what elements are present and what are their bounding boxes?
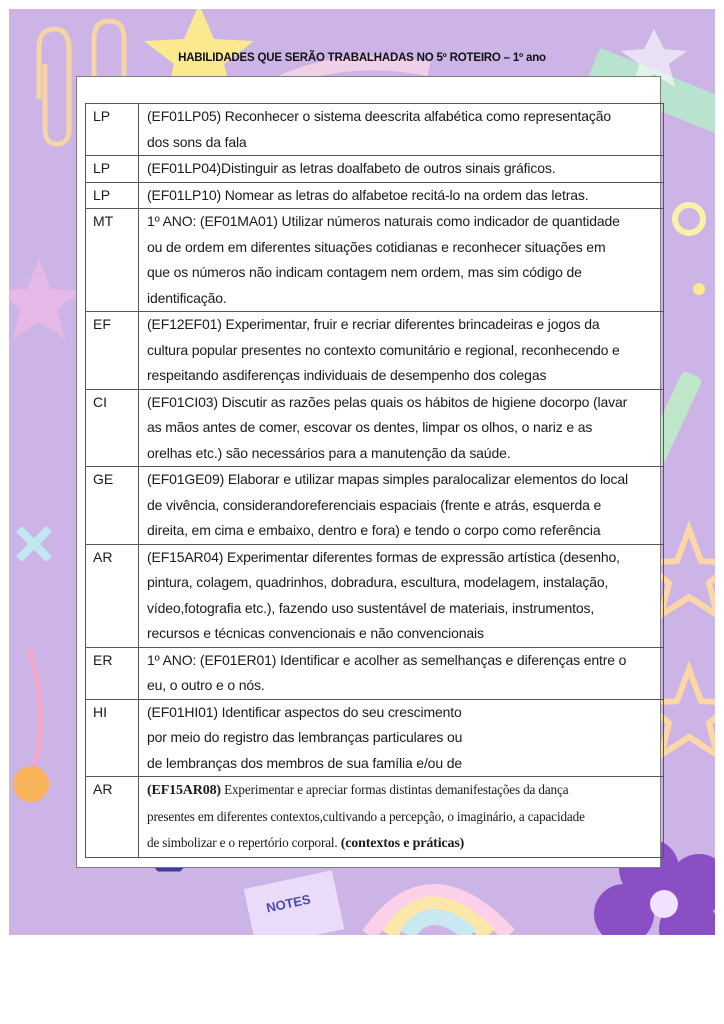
table-row	[86, 699, 664, 777]
skill-text: Experimentar e apreciar formas distintas demanifestações da dança presentes em diferentes contextos,cultivando a percepção, o imaginário, a capacidade de simbolizar e o repertório corporal.	[147, 782, 585, 850]
subject-code: AR	[86, 777, 139, 858]
subject-code: MT	[86, 209, 139, 312]
skill-description: 1º ANO: (EF01ER01) Identificar e acolher as semelhanças e diferenças entre o eu, o outro e o nós.	[139, 647, 664, 699]
subject-code: GE	[86, 467, 139, 545]
notes-label: NOTES	[264, 891, 312, 916]
table-row	[86, 544, 664, 647]
skills-table	[85, 103, 664, 858]
skill-description: (EF01GE09) Elaborar e utilizar mapas simples paralocalizar elementos do local de vivência, considerandoreferenciais espaciais (frente e atrás, esquerda e direita, em cima e embaixo, dentro e fora) e tendo o corpo como referência	[139, 467, 664, 545]
subject-code: HI	[86, 699, 139, 777]
star-icon	[9, 259, 81, 339]
skill-description: (EF01LP04)Distinguir as letras doalfabeto de outros sinais gráficos.	[139, 156, 664, 183]
subject-code: LP	[86, 104, 139, 156]
skill-code-bold: (EF15AR08)	[147, 783, 221, 798]
skill-description: (EF12EF01) Experimentar, fruir e recriar diferentes brincadeiras e jogos da cultura popular presentes no contexto comunitário e regional, reconhecendo e respeitando asdiferenças individuais de desempenho dos colegas	[139, 312, 664, 390]
subject-code: ER	[86, 647, 139, 699]
skill-description: (EF01CI03) Discutir as razões pelas quais os hábitos de higiene docorpo (lavar as mãos antes de comer, escovar os dentes, limpar os olhos, o nariz e as orelhas etc.) são necessários para a manutenção da saúde.	[139, 389, 664, 467]
skill-description: 1º ANO: (EF01MA01) Utilizar números naturais como indicador de quantidade ou de ordem em diferentes situações cotidianas e reconhecer situações em que os números não indicam contagem nem ordem, mas sim código de identificação.	[139, 209, 664, 312]
subject-code: LP	[86, 156, 139, 183]
subject-code: LP	[86, 182, 139, 209]
table-row	[86, 389, 664, 467]
paperclip-icon	[39, 29, 69, 144]
subject-code: CI	[86, 389, 139, 467]
skill-description: (EF01LP05) Reconhecer o sistema deescrita alfabética como representação dos sons da fala	[139, 104, 664, 156]
skill-description: (EF01HI01) Identificar aspectos do seu crescimento por meio do registro das lembranças particulares ou de lembranças dos membros de sua família e/ou de	[139, 699, 664, 777]
skill-description	[139, 777, 664, 858]
skill-suffix-bold: (contextos e práticas)	[340, 836, 465, 851]
table-row	[86, 209, 664, 312]
page-title: HABILIDADES QUE SERÃO TRABALHADAS NO 5º ROTEIRO – 1º ano	[178, 52, 546, 64]
subject-code: EF	[86, 312, 139, 390]
table-row	[86, 182, 664, 209]
table-row	[86, 467, 664, 545]
table-row	[86, 647, 664, 699]
skill-description: (EF01LP10) Nomear as letras do alfabetoe recitá-lo na ordem das letras.	[139, 182, 664, 209]
skill-description: (EF15AR04) Experimentar diferentes formas de expressão artística (desenho, pintura, colagem, quadrinhos, dobradura, escultura, modelagem, instalação, vídeo,fotografia etc.), fazendo uso sustentável de materiais, instrumentos, recursos e técnicas convencionais e não convencionais	[139, 544, 664, 647]
table-row	[86, 104, 664, 156]
subject-code: AR	[86, 544, 139, 647]
cherry-icon	[13, 766, 49, 802]
table-row	[86, 777, 664, 858]
table-row	[86, 156, 664, 183]
table-row	[86, 312, 664, 390]
